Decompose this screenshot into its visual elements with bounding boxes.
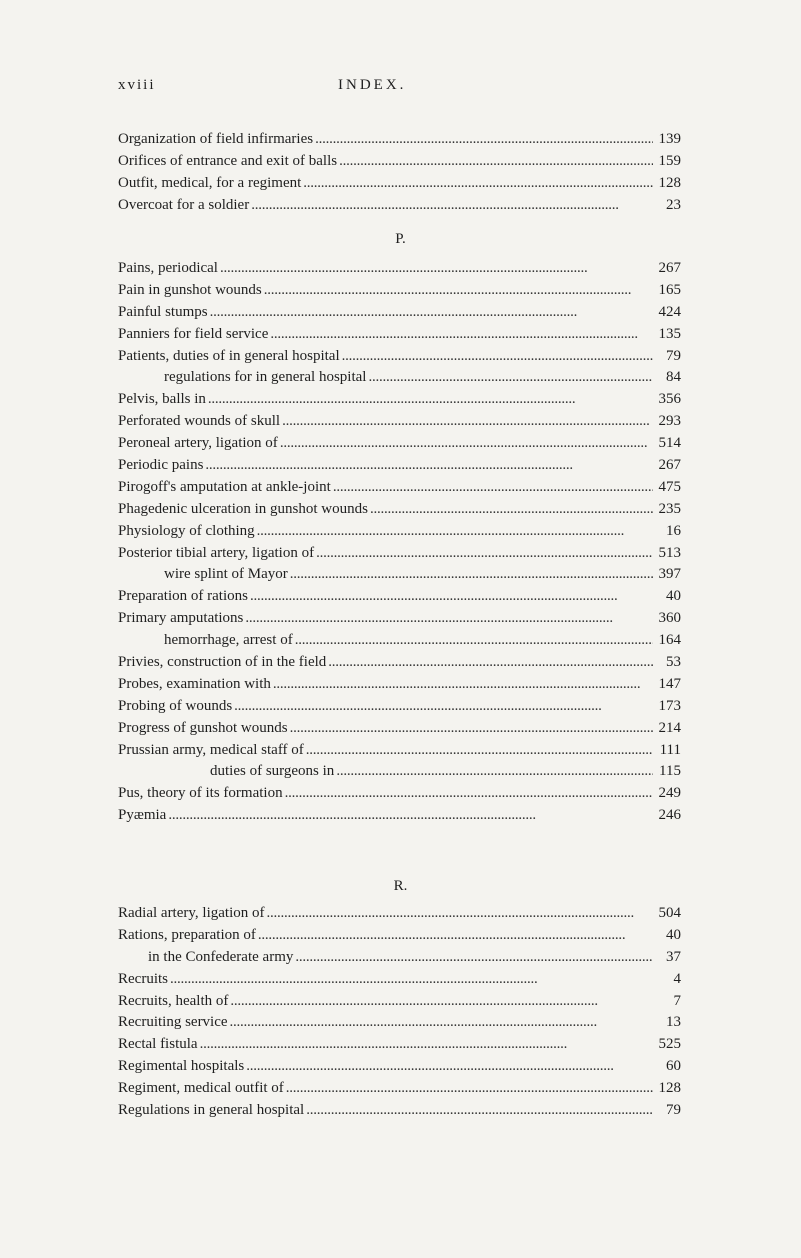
index-entry [118,696,681,718]
entry-label: Painful stumps [118,303,208,320]
index-entry [118,477,681,499]
entry-page-number: 424 [658,303,681,320]
entry-label: Pyæmia [118,807,167,824]
index-entry [118,564,681,586]
index-entry [118,280,681,302]
entry-label: Pelvis, balls in [118,391,206,408]
dot-leader [230,991,653,1013]
entry-page-number: 79 [666,347,681,364]
dot-leader [306,1100,653,1122]
index-entry [118,740,681,762]
index-entry [118,1078,681,1100]
entry-page-number: 111 [659,741,681,758]
entry-label: regulations for in general hospital [164,369,367,386]
index-entry [118,389,681,411]
running-title: INDEX. [338,77,407,93]
entry-label: Privies, construction of in the field [118,654,327,671]
index-entry [118,1100,681,1122]
index-entry [118,433,681,455]
dot-leader [316,543,653,565]
entry-page-number: 165 [658,281,681,298]
entry-page-number: 214 [658,719,681,736]
entry-label: hemorrhage, arrest of [164,632,293,649]
dot-leader [168,805,653,827]
entry-label: Primary amputations [118,610,244,627]
section-letter-r: R. [393,878,408,894]
index-entry [118,586,681,608]
index-section-o [118,129,681,217]
entry-page-number: 513 [658,544,681,561]
dot-leader [270,324,653,346]
index-entry [118,925,681,947]
entry-label: Progress of gunshot wounds [118,719,288,736]
dot-leader [295,947,653,969]
entry-page-number: 16 [666,522,681,539]
dot-leader [251,195,653,217]
entry-page-number: 128 [658,174,681,191]
dot-leader [290,718,653,740]
index-entry [118,346,681,368]
dot-leader [333,477,653,499]
entry-page-number: 356 [658,391,681,408]
index-entry [118,630,681,652]
dot-leader [250,586,653,608]
dot-leader [230,1012,653,1034]
dot-leader [273,674,653,696]
dot-leader [282,411,653,433]
entry-page-number: 475 [658,478,681,495]
entry-page-number: 147 [658,675,681,692]
entry-label: Patients, duties of in general hospital [118,347,340,364]
entry-page-number: 53 [666,654,681,671]
entry-page-number: 79 [666,1102,681,1119]
entry-label: Prussian army, medical staff of [118,741,304,758]
dot-leader [303,173,653,195]
entry-label: Perforated wounds of skull [118,413,281,430]
entry-page-number: 115 [659,763,681,780]
entry-label: Pus, theory of its formation [118,785,283,802]
entry-page-number: 514 [658,435,681,452]
entry-page-number: 293 [658,413,681,430]
index-entry [118,367,681,389]
index-section-r [118,903,681,1122]
index-entry [118,805,681,827]
entry-page-number: 84 [666,369,681,386]
dot-leader [336,761,653,783]
dot-leader [328,652,653,674]
entry-label: Organization of field infirmaries [118,131,314,147]
entry-label: Rations, preparation of [118,926,256,943]
entry-label: Preparation of rations [118,588,248,605]
entry-label: Recruiting service [118,1014,228,1031]
dot-leader [286,1078,653,1100]
entry-page-number: 246 [658,807,681,824]
index-entry [118,455,681,477]
index-entry [118,674,681,696]
index-entry [118,761,681,783]
index-entry [118,521,681,543]
entry-label: Pirogoff's amputation at ankle-joint [118,478,331,495]
entry-page-number: 135 [658,325,681,342]
dot-leader [306,740,653,762]
entry-page-number: 159 [658,152,681,169]
dot-leader [245,608,653,630]
entry-label: wire splint of Mayor [164,566,288,583]
entry-label: Regiment, medical outfit of [118,1080,284,1097]
entry-page-number: 235 [658,500,681,517]
entry-label: Regimental hospitals [118,1058,245,1075]
dot-leader [205,455,653,477]
index-entry [118,991,681,1013]
entry-page-number: 525 [658,1036,681,1053]
index-entry [118,718,681,740]
entry-label: Physiology of clothing [118,522,255,539]
entry-label: Outfit, medical, for a regiment [118,174,302,191]
entry-label: Periodic pains [118,457,204,474]
index-entry [118,195,681,217]
entry-label: in the Confederate army [148,948,294,965]
index-entry [118,1012,681,1034]
dot-leader [220,258,653,280]
index-entry [118,783,681,805]
index-entry [118,652,681,674]
dot-leader [264,280,653,302]
entry-page-number: 37 [666,948,681,965]
entry-page-number: 128 [658,1080,681,1097]
entry-page-number: 267 [658,260,681,276]
entry-label: Radial artery, ligation of [118,905,265,921]
page-header [0,77,801,101]
entry-label: Probes, examination with [118,675,271,692]
index-entry [118,608,681,630]
index-entry [118,947,681,969]
entry-page-number: 164 [658,632,681,649]
index-entry [118,1034,681,1056]
dot-leader [266,903,653,925]
index-section-p [118,258,681,827]
index-entry [118,543,681,565]
index-entry [118,151,681,173]
section-letter-p: P. [395,231,406,247]
dot-leader [258,925,653,947]
entry-label: Recruits, health of [118,992,229,1009]
entry-page-number: 23 [666,196,681,213]
entry-page-number: 249 [658,785,681,802]
entry-label: duties of surgeons in [210,763,335,780]
dot-leader [342,346,653,368]
index-entry [118,499,681,521]
entry-page-number: 40 [666,588,681,605]
index-entry [118,324,681,346]
dot-leader [257,521,653,543]
dot-leader [370,499,653,521]
entry-label: Peroneal artery, ligation of [118,435,278,452]
entry-label: Recruits [118,970,168,987]
dot-leader [208,389,653,411]
entry-label: Panniers for field service [118,325,269,342]
dot-leader [339,151,653,173]
index-entry [118,969,681,991]
dot-leader [200,1034,653,1056]
entry-label: Pain in gunshot wounds [118,281,262,298]
entry-label: Orifices of entrance and exit of balls [118,152,338,169]
entry-label: Phagedenic ulceration in gunshot wounds [118,500,368,517]
entry-page-number: 60 [666,1058,681,1075]
index-entry [118,411,681,433]
entry-label: Posterior tibial artery, ligation of [118,544,315,561]
dot-leader [368,367,653,389]
entry-page-number: 397 [658,566,681,583]
entry-page-number: 7 [673,992,681,1009]
dot-leader [285,783,653,805]
entry-page-number: 139 [658,131,681,147]
entry-label: Overcoat for a soldier [118,196,250,213]
dot-leader [210,302,653,324]
index-entry [118,173,681,195]
entry-label: Probing of wounds [118,697,233,714]
entry-label: Rectal fistula [118,1036,198,1053]
index-entry [118,1056,681,1078]
entry-page-number: 40 [666,926,681,943]
entry-label: Pains, periodical [118,260,218,276]
entry-page-number: 504 [658,905,681,921]
index-entry [118,903,681,925]
dot-leader [234,696,653,718]
dot-leader [290,564,653,586]
entry-page-number: 173 [658,697,681,714]
dot-leader [315,129,653,151]
entry-page-number: 267 [658,457,681,474]
dot-leader [295,630,653,652]
page-number: xviii [118,77,156,93]
index-entry [118,302,681,324]
entry-page-number: 4 [673,970,681,987]
index-entry [118,258,681,280]
dot-leader [246,1056,653,1078]
dot-leader [280,433,653,455]
entry-page-number: 360 [658,610,681,627]
entry-page-number: 13 [666,1014,681,1031]
dot-leader [170,969,653,991]
entry-label: Regulations in general hospital [118,1102,305,1119]
index-entry [118,129,681,151]
